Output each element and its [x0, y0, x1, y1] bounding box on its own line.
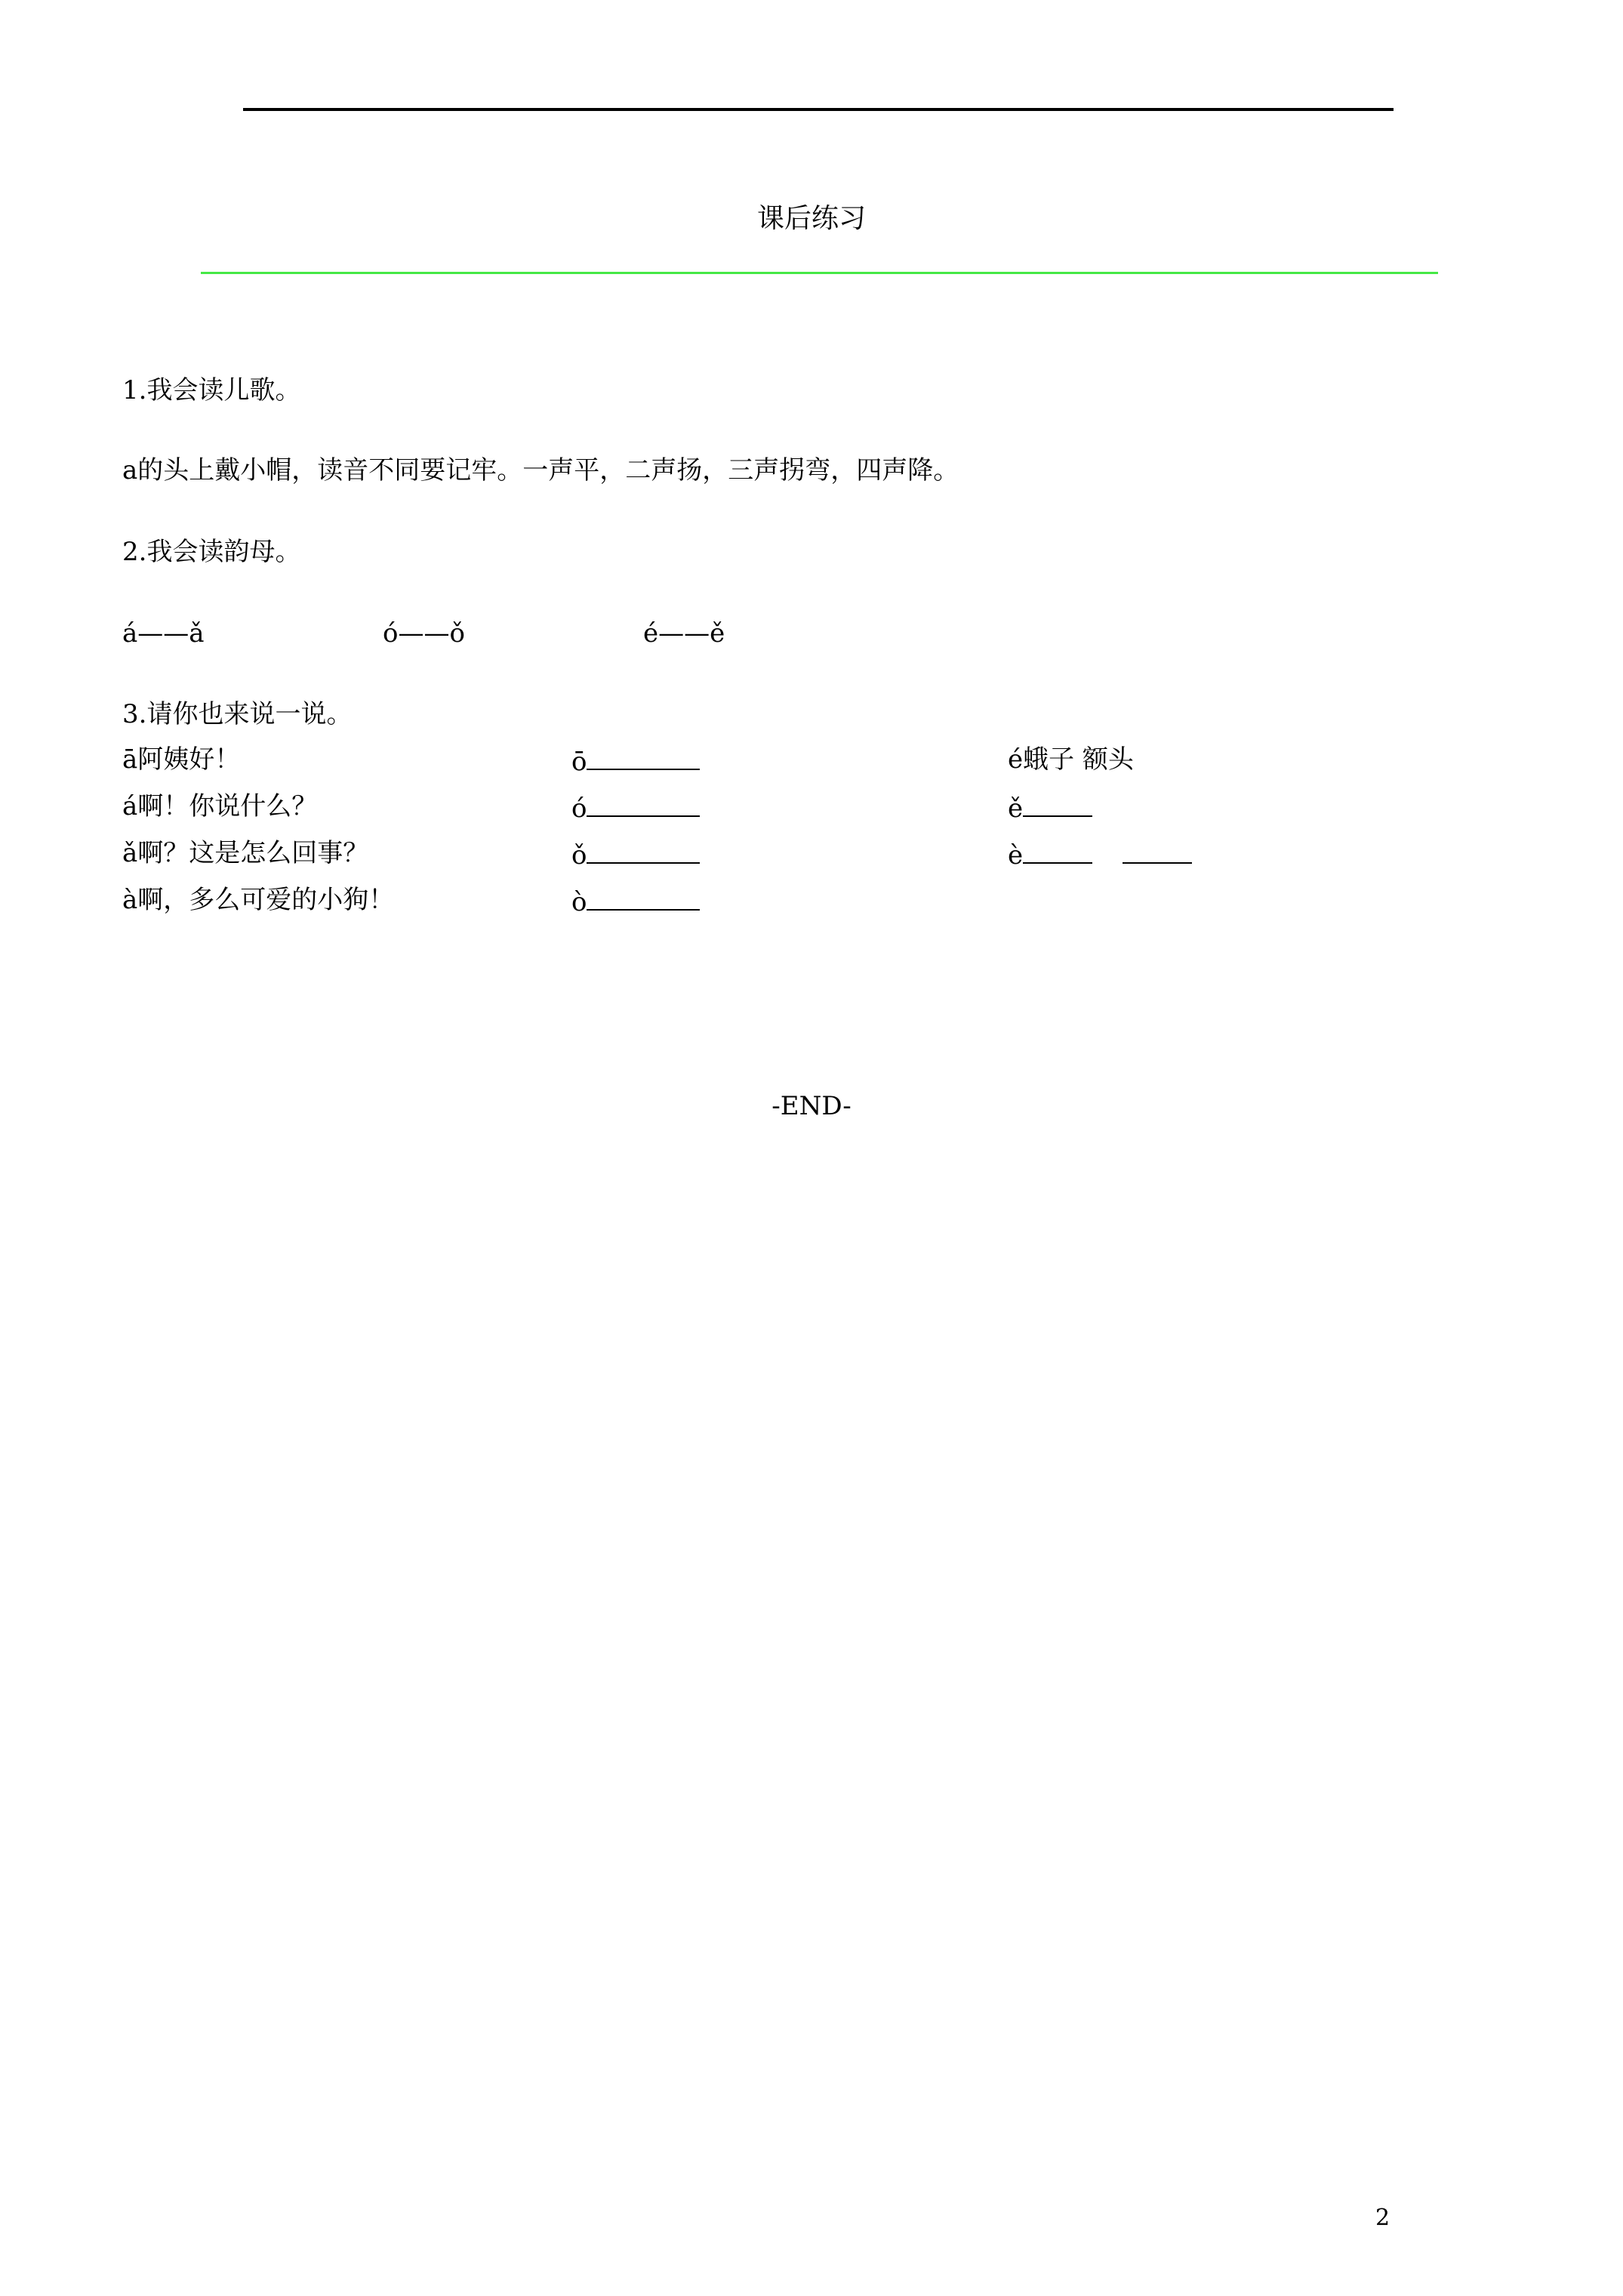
o-tone1-row [571, 744, 700, 777]
section1-heading: 1.我会读儿歌。 [122, 375, 301, 405]
e-tone3-label: ě [1008, 794, 1024, 824]
o-tone3-label: ǒ [571, 840, 587, 871]
section1-verse: a的头上戴小帽，读音不同要记牢。一声平，二声扬，三声拐弯，四声降。 [122, 455, 959, 485]
o-tone2-blank [587, 791, 700, 817]
o-tone4-blank [587, 885, 700, 911]
section3-heading: 3.请你也来说一说。 [122, 699, 353, 729]
e-tone4-blank-1 [1023, 838, 1092, 864]
vowel-pair-e: é——ě [643, 618, 725, 649]
e-tone3-blank [1023, 791, 1092, 817]
e-tone2-words: é蛾子 额头 [1008, 744, 1134, 775]
vowel-pair-o: ó——ǒ [383, 618, 465, 649]
o-tone4-label: ò [571, 887, 587, 917]
vowel-pair-a: á——ǎ [122, 618, 205, 649]
a-tone4-sentence: à啊，多么可爱的小狗！ [122, 885, 395, 915]
e-tone4-row [1008, 838, 1192, 871]
a-tone3-sentence: ǎ啊？这是怎么回事？ [122, 838, 369, 868]
o-tone2-label: ó [571, 794, 587, 824]
a-tone1-sentence: ā阿姨好！ [122, 744, 241, 775]
title-underline [201, 272, 1438, 274]
e-tone3-row [1008, 791, 1092, 824]
o-tone2-row [571, 791, 700, 824]
a-tone2-sentence: á啊！你说什么？ [122, 791, 318, 821]
o-tone1-label: ō [571, 747, 587, 777]
o-tone3-blank [587, 838, 700, 864]
page-number: 2 [1375, 2205, 1390, 2231]
o-tone4-row [571, 885, 700, 917]
header-rule [243, 108, 1394, 111]
o-tone1-blank [587, 744, 700, 770]
end-marker: -END- [771, 1091, 852, 1121]
e-tone4-blank-2 [1123, 838, 1192, 864]
section2-heading: 2.我会读韵母。 [122, 537, 301, 567]
e-tone4-label: è [1008, 840, 1024, 871]
o-tone3-row [571, 838, 700, 871]
page-title: 课后练习 [756, 203, 866, 234]
